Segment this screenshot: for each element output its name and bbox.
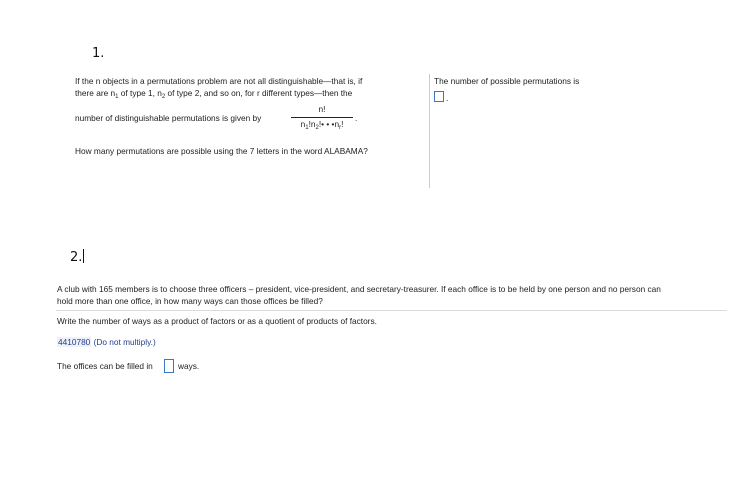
formula-numerator: n! — [318, 104, 326, 114]
question-1-intro-line2: there are $n_1$ of type 1, $n_2$ of type 2, and so on, for r different types—then the — [75, 87, 353, 100]
question-1-intro — [75, 76, 425, 99]
question-2-answer-prefix: The offices can be filled in — [57, 361, 153, 371]
question-1-answer-label: The number of possible permutations is — [434, 76, 580, 86]
formula-denominator: $n_1!n_2!•$ • $•n_r$! — [300, 118, 344, 131]
formula-period: . — [355, 113, 358, 123]
question-2-answer-suffix: ways. — [178, 361, 200, 371]
question-2-hint — [57, 337, 156, 349]
hint-note: (Do not multiply.) — [93, 337, 156, 347]
permutations-answer-input[interactable] — [434, 91, 444, 102]
question-1-formula-text: number of distinguishable permutations is given by — [75, 113, 262, 123]
question-1-intro-line1: If the n objects in a permutations problem are not all distinguishable—that is, if — [75, 76, 363, 86]
question-2-separator — [56, 310, 727, 311]
question-2-text — [57, 284, 729, 307]
fraction-bar — [291, 117, 353, 118]
question-1-number: 1. — [92, 46, 105, 61]
offices-answer-input[interactable] — [164, 359, 174, 373]
question-2-text-line1: A club with 165 members is to choose three officers – president, vice-president, and secretary-treasurer. If each office is to be held by one person and no person can — [57, 284, 661, 294]
question-2-text-line2: hold more than one office, in how many ways can those offices be filled? — [57, 295, 323, 306]
question-2-instruction: Write the number of ways as a product of factors or as a quotient of products of factors. — [57, 316, 377, 326]
question-1-divider — [429, 74, 430, 188]
question-1-text: How many permutations are possible using the 7 letters in the word ALABAMA? — [75, 146, 368, 156]
answer-period: . — [446, 93, 449, 103]
hint-number: 4410780 — [58, 337, 91, 347]
permutation-formula — [291, 104, 353, 130]
text-cursor — [83, 249, 84, 263]
question-2-number: 2. — [70, 250, 83, 265]
